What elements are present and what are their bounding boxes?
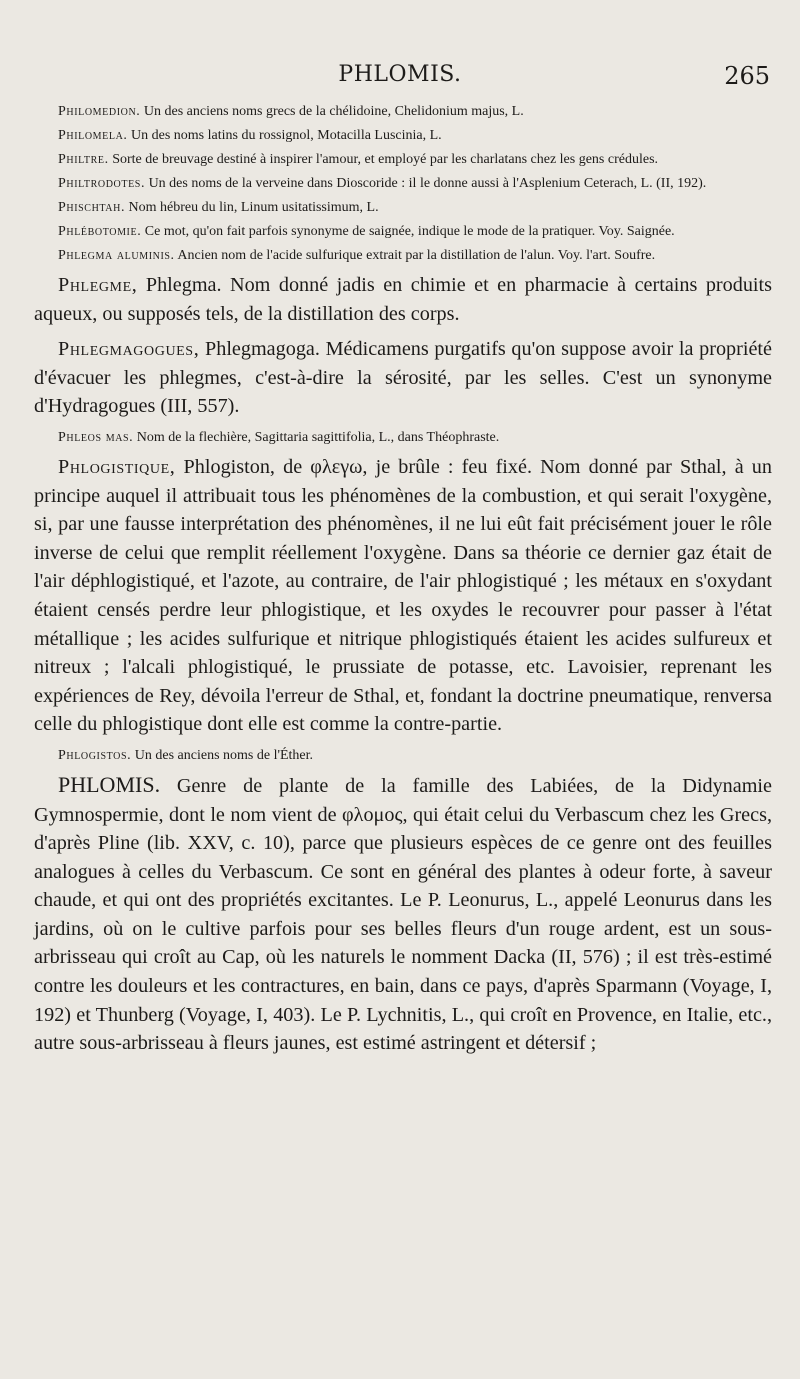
- entry-text: Ancien nom de l'acide sulfurique extrait par la distillation de l'alun. Voy. l'art. Soufre.: [174, 248, 656, 263]
- running-head: PHLOMIS.: [338, 62, 462, 87]
- entry-text: Phlegmagoga. Médicamens purgatifs qu'on suppose avoir la propriété d'évacuer les phlegmes, c'est-à-dire la sérosité, par les selles. C'est un synonyme d'Hydragogues (III, 557).: [34, 338, 772, 418]
- entry-text: Nom de la flechière, Sagittaria sagittifolia, L., dans Théophraste.: [133, 429, 500, 445]
- entry-phlegmagogues: [34, 335, 772, 421]
- headword: Phischtah.: [58, 200, 126, 215]
- entry-text: Un des anciens noms de l'Éther.: [131, 747, 314, 763]
- headword: Phlegmagogues,: [58, 338, 200, 361]
- entry-phlogistique: [34, 453, 772, 739]
- entry-text: Un des noms de la verveine dans Dioscoride : il le donne aussi à l'Asplenium Ceterach, L. (II, 192).: [145, 176, 707, 191]
- headword: Phlegme,: [58, 274, 138, 296]
- entry-phlegma-aluminis: [34, 246, 772, 266]
- headword: Phlegma aluminis.: [58, 248, 175, 263]
- headword: Phlébotomie.: [58, 224, 142, 239]
- entry-text: Un des anciens noms grecs de la chélidoine, Chelidonium majus, L.: [140, 104, 524, 119]
- entry-text: Phlegma. Nom donné jadis en chimie et en pharmacie à certains produits aqueux, ou supposés tels, de la distillation des corps.: [34, 274, 772, 325]
- headword: Phlogistos.: [58, 747, 132, 763]
- entry-phlogistos: [34, 746, 772, 766]
- headword: Philtre.: [58, 152, 109, 167]
- entry-text: Nom hébreu du lin, Linum usitatissimum, L.: [125, 200, 379, 215]
- text-body: [34, 102, 772, 1065]
- headword: Philomedion.: [58, 104, 141, 119]
- entry-text: Un des noms latins du rossignol, Motacilla Luscinia, L.: [127, 128, 442, 143]
- entry-text: Sorte de breuvage destiné à inspirer l'amour, et employé par les charlatans chez les gens crédules.: [108, 152, 659, 167]
- entry-phlomis: [34, 771, 772, 1058]
- entry-text: Phlogiston, de φλεγω, je brûle : feu fixé. Nom donné par Sthal, à un principe auquel il attribuait tous les phénomènes de la combustion, et qui serait l'oxygène, si, par une fausse interprétation des phénomènes, il ne lui eût fait précisément jouer le rôle inverse de celui que remplit réellement l'oxygène. Dans sa théorie ce dernier gaz était de l'air déphlogistiqué, et l'azote, au contraire, de l'air phlogistiqué ; les métaux en s'oxydant étaient censés perdre leur phlogistique, et les oxydes le recouvrer pour passer à l'état métallique ; les acides sulfurique et nitrique phlogistiqués étaient les acides sulfureux et nitreux ; l'alcali phlogistiqué, le prussiate de potasse, etc. Lavoisier, reprenant les expériences de Rey, dévoila l'erreur de Sthal, et, fondant la doctrine pneumatique, renversa celle du phlogistique dont elle est comme la contre-partie.: [34, 455, 772, 736]
- entry-philtrodotes: [34, 174, 772, 194]
- entry-phlebotomie: [34, 222, 772, 242]
- entry-text: Genre de plante de la famille des Labiées, de la Didynamie Gymnospermie, dont le nom vient de φλομος, qui était celui du Verbascum chez les Grecs, d'après Pline (lib. XXV, c. 10), parce que plusieurs espèces de ce genre ont des feuilles analogues à celles du Verbascum. Ce sont en général des plantes à odeur forte, à saveur chaude, et qui ont des propriétés excitantes. Le P. Leonurus, L., appelé Leonurus dans les jardins, où on le cultive parfois pour ses belles fleurs d'un rouge ardent, est un sous-arbrisseau qui croît au Cap, où les naturels le nomment Dacka (II, 576) ; il est très-estimé contre les douleurs et les contractures, en bain, dans ce pays, d'après Sparmann (Voyage, I, 192) et Thunberg (Voyage, I, 403). Le P. Lychnitis, L., qui croît en Provence, en Italie, etc., autre sous-arbrisseau à fleurs jaunes, est estimé astringent et détersif ;: [34, 774, 772, 1055]
- entry-philtre: [34, 150, 772, 170]
- entry-phleos-mas: [34, 428, 772, 448]
- entry-philomela: [34, 126, 772, 146]
- entry-philomedion: [34, 102, 772, 122]
- headword: Phleos mas.: [58, 429, 134, 445]
- headword: PHLOMIS.: [58, 771, 161, 797]
- headword: Phlogistique,: [58, 455, 176, 478]
- headword: Philomela.: [58, 128, 128, 143]
- entry-phischtah: [34, 198, 772, 218]
- entry-text: Ce mot, qu'on fait parfois synonyme de saignée, indique le mode de la pratiquer. Voy. Saignée.: [141, 224, 675, 239]
- headword: Philtrodotes.: [58, 176, 146, 191]
- page-number: 265: [724, 62, 770, 90]
- page-header: [30, 62, 770, 96]
- entry-phlegme: [34, 271, 772, 328]
